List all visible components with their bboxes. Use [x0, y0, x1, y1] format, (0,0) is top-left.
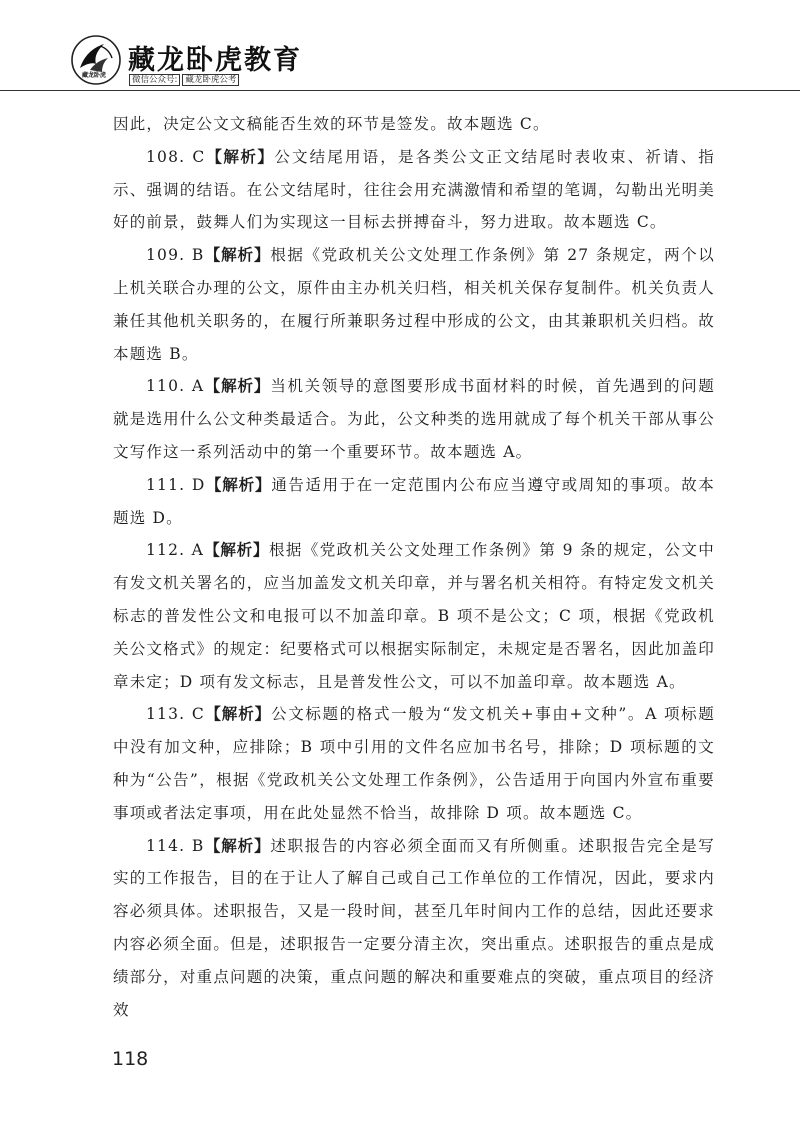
answer-113 — [113, 698, 715, 829]
brand-subtitle-wechat: 微信公众号: — [129, 74, 180, 86]
analysis-tag: 【解析】 — [204, 705, 272, 724]
question-number: 112. A — [146, 541, 205, 560]
page-header — [0, 0, 800, 94]
paragraph-text: 公文结尾用语，是各类公文正文结尾时表收束、祈请、指示、强调的结语。在公文结尾时，往往会用充满激情和希望的笔调，勾勒出光明美好的前景，鼓舞人们为实现这一目标去拼搏奋斗，努力进取。故本题选 C。 — [113, 147, 715, 232]
answer-112 — [113, 534, 715, 698]
paragraph-text: 公文标题的格式一般为“发文机关+事由+文种”。A 项标题中没有加文种，应排除；B 项中引用的文件名应加书名号，排除；D 项标题的文种为“公告”，根据《党政机关公文处理工作条例》，公告适用于向国内外宣布重要事项或者法定事项，用在此处显然不恰当，故排除 D 项。故本题选 C。 — [113, 705, 715, 822]
header-divider — [0, 90, 800, 91]
answer-111 — [113, 469, 715, 535]
paragraph-text: 通告适用于在一定范围内公布应当遵守或周知的事项。故本题选 D。 — [113, 475, 715, 527]
analysis-tag: 【解析】 — [204, 541, 270, 560]
answer-114 — [113, 830, 715, 1027]
answer-110 — [113, 370, 715, 468]
paragraph-text: 根据《党政机关公文处理工作条例》第 27 条规定，两个以上机关联合办理的公文，原件由主办机关归档，相关机关保存复制件。机关负责人兼任其他机关职务的，在履行所兼职务过程中形成的公文，由其兼职机关归档。故本题选 B。 — [113, 246, 715, 363]
paragraph-text: 述职报告的内容必须全面而又有所侧重。述职报告完全是写实的工作报告，目的在于让人了解自己或自己工作单位的工作情况，因此，要求内容必须具体。述职报告，又是一段时间，甚至几年时间内工作的总结，因此还要求内容必须全面。但是，述职报告一定要分清主次，突出重点。述职报告的重点是成绩部分，对重点问题的决策，重点问题的解决和重要难点的突破，重点项目的经济效 — [113, 836, 715, 1019]
paragraph-continuation — [113, 108, 715, 141]
paragraph-text: 当机关领导的意图要形成书面材料的时候，首先遇到的问题就是选用什么公文种类最适合。为此，公文种类的选用就成了每个机关干部从事公文写作这一系列活动中的第一个重要环节。故本题选 A。 — [113, 377, 715, 461]
answer-109 — [113, 239, 715, 370]
paragraph-text: 根据《党政机关公文处理工作条例》第 9 条的规定，公文中有发文机关署名的，应当加盖发文机关印章，并与署名机关相符。有特定发文机关标志的普发性公文和电报可以不加盖印章。B 项不是公文；C 项，根据《党政机关公文格式》的规定：纪要格式可以根据实际制定，未规定是否署名，因此加盖印章未定；D 项有发文标志，且是普发性公文，可以不加盖印章。故本题选 A。 — [113, 541, 715, 691]
question-number: 109. B — [146, 246, 205, 265]
question-number: 113. C — [146, 705, 205, 724]
analysis-tag: 【解析】 — [204, 246, 271, 265]
logo-text: 藏龙卧虎 — [82, 72, 107, 79]
brand-title: 藏龙卧虎教育 — [128, 45, 302, 76]
analysis-tag: 【解析】 — [204, 377, 271, 396]
brand-subtitle — [129, 74, 241, 86]
question-number: 111. D — [146, 475, 206, 494]
analysis-tag: 【解析】 — [204, 836, 271, 855]
question-number: 114. B — [146, 836, 205, 855]
page-number: 118 — [112, 1048, 149, 1070]
paragraph-text: 因此，决定公文文稿能否生效的环节是签发。故本题选 C。 — [113, 115, 550, 133]
answer-explanations — [113, 108, 715, 1026]
question-number: 110. A — [146, 377, 205, 396]
answer-108 — [113, 141, 715, 239]
question-number: 108. C — [146, 147, 206, 166]
analysis-tag: 【解析】 — [205, 475, 272, 494]
brand-subtitle-account: 藏龙卧虎公考 — [182, 74, 239, 86]
analysis-tag: 【解析】 — [205, 147, 275, 166]
